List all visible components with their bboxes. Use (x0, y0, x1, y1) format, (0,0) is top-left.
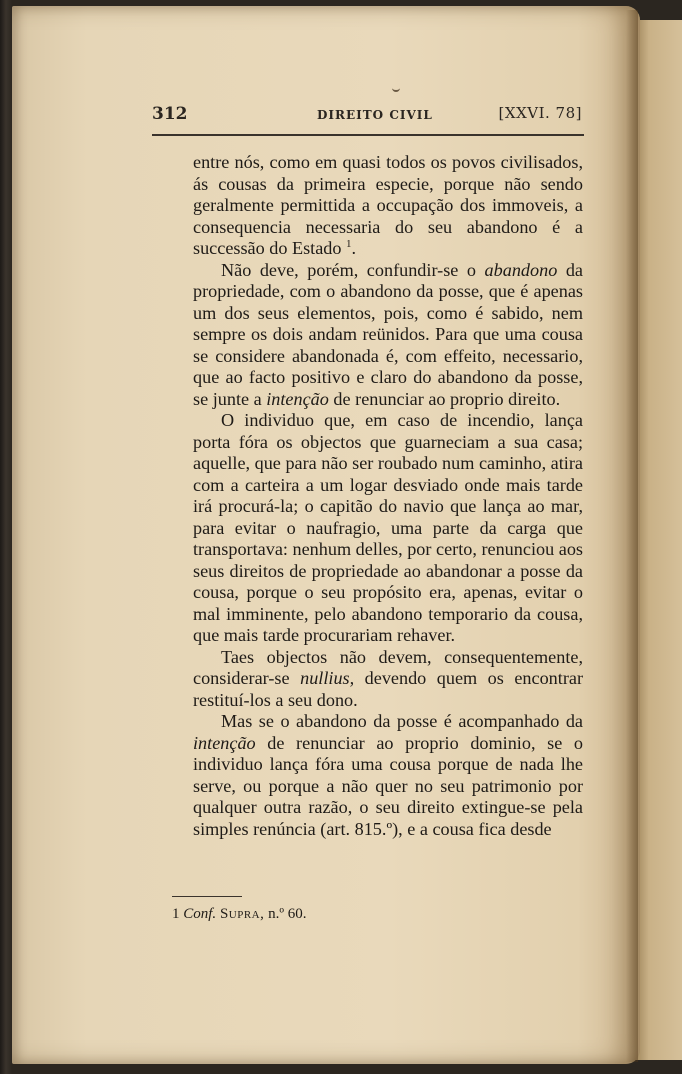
paragraph (193, 152, 583, 260)
text-run: de renunciar ao proprio dominio, se o individuo lança fóra uma cousa porque de nada lhe serve, ou porque a não quer no seu patrimonio por qualquer outra razão, o seu direito extingue-se pela simples renúncia (art. 815.º), e a cousa fica desde (193, 732, 583, 839)
paragraph (193, 711, 583, 840)
running-title: DIREITO CIVIL (317, 108, 433, 122)
italic-term: intenção (266, 388, 329, 409)
text-run: devendo quem os encontrar restituí-los a seu dono. (193, 668, 584, 710)
paragraph (193, 410, 583, 647)
footnote (172, 906, 572, 923)
header-rule (152, 134, 584, 136)
footnote-ref-number: n.º 60. (264, 906, 307, 922)
page-gutter-shadow (626, 10, 638, 1062)
text-run: Mas se o abandono da posse é acompanhado da (221, 711, 583, 731)
text-run: . (351, 238, 357, 258)
text-run: de renunciar ao proprio direito. (328, 388, 561, 409)
paragraph (193, 647, 583, 712)
footnote-ref-marker: 1 (346, 237, 352, 250)
text-run: Não deve, porém, confundir-se o (221, 259, 485, 280)
text-run: O individuo que, em caso de incendio, lança porta fóra os objectos que guarneciam a sua casa; aquelle, que para não ser roubado num caminho, atira com a carteira a um logar desviado onde mais tarde irá procurá-la; o capitão do navio que lança ao mar, para evitar o naufragio, uma parte da carga que transportava: nenhum delles, por certo, renunciou aos seus direitos de propriedade ao abandonar a posse da cousa, porque o seu propósito era, apenas, evitar o mal imminente, pelo abandono temporario da cousa, que mais tarde procurariam rehaver. (193, 410, 583, 645)
paragraph (193, 260, 583, 411)
page-number: 312 (152, 104, 188, 124)
body-text (193, 152, 583, 840)
running-header (152, 104, 582, 128)
footnote-rule (172, 896, 242, 897)
footnote-ref-conf: Conf. (183, 906, 217, 922)
text-run: entre nós, como em quasi todos os povos civilisados, ás cousas da primeira especie, porque não sendo geralmente permittida a occupação dos immoveis, a consequencia necessaria do seu abandono é a successão do Estado (193, 152, 583, 258)
italic-term: intenção (193, 732, 256, 753)
text-run: da propriedade, com o abandono da posse, que é apenas um dos seus elementos, pois, como é sabido, nem sempre os dois andam reünidos. Para que uma cousa se considere abandonada é, com effeito, necessario, que ao facto positivo e claro do abandono da posse, se junte a (193, 259, 583, 409)
italic-term: nullius, (300, 668, 355, 688)
footnote-ref-supra: Supra, (219, 906, 265, 922)
italic-term: abandono (484, 259, 558, 280)
text-run: Taes objectos não devem, consequentemente, considerar-se (193, 646, 583, 688)
section-reference: [XXVI. 78] (498, 104, 582, 122)
footnote-marker: 1 (172, 906, 180, 922)
